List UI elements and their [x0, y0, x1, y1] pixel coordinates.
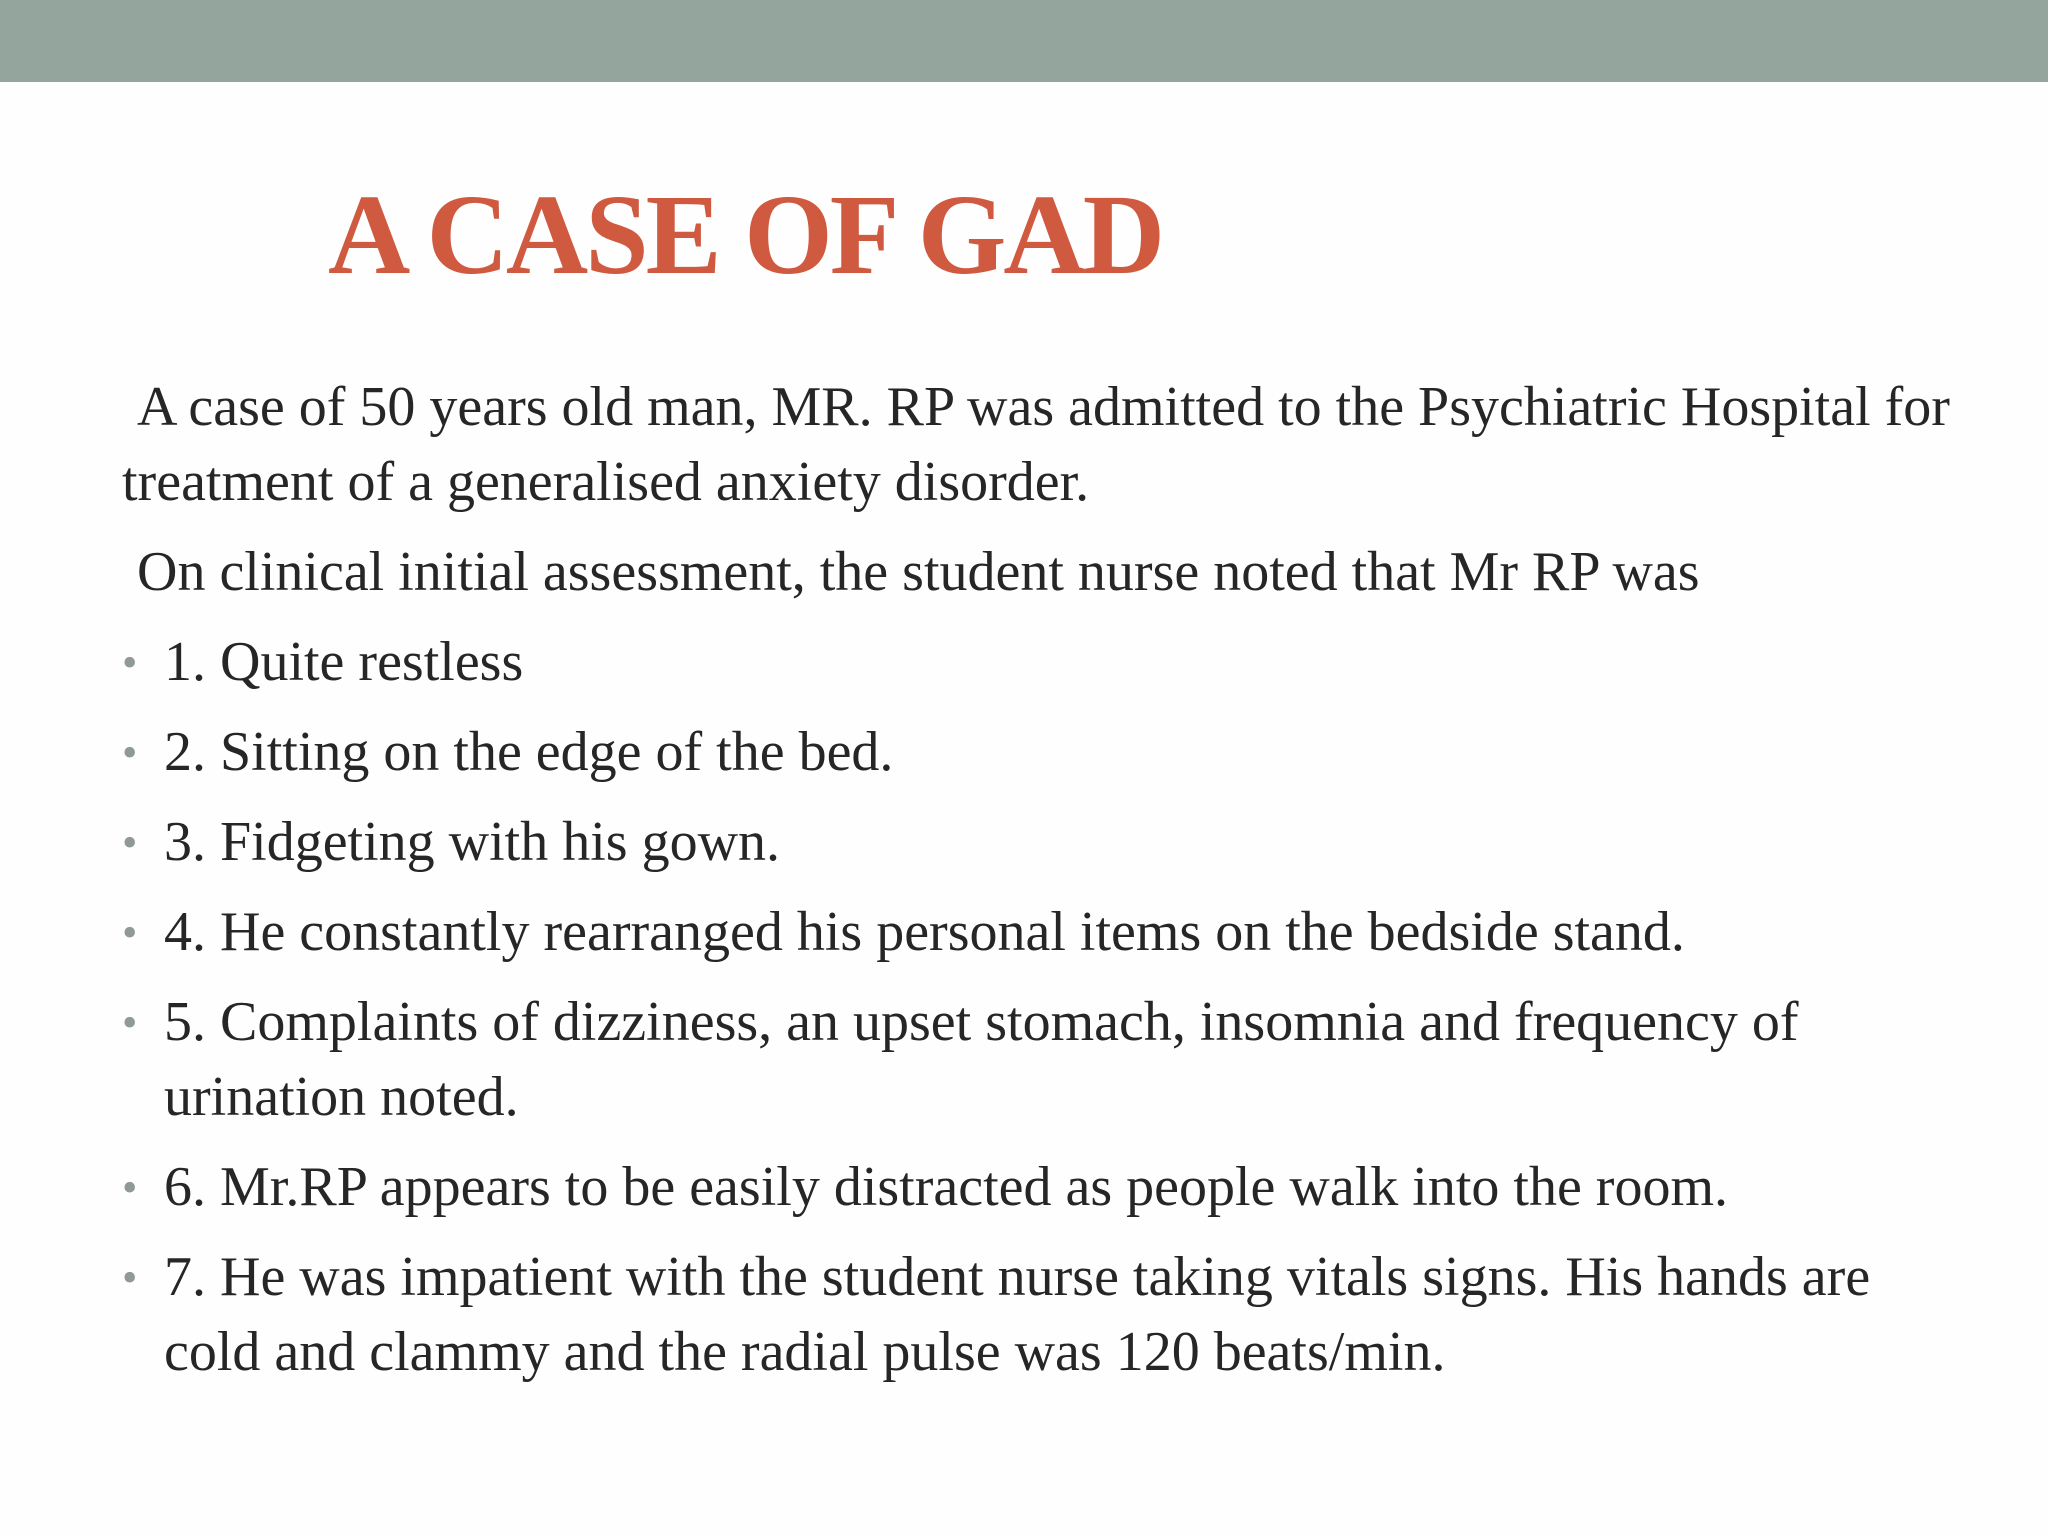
list-item	[122, 625, 1962, 700]
slide-body	[122, 370, 1962, 1405]
list-item-text: 2. Sitting on the edge of the bed.	[164, 721, 894, 783]
observation-list	[122, 625, 1962, 1390]
list-item	[122, 985, 1962, 1135]
list-item	[122, 715, 1962, 790]
list-item-text: 5. Complaints of dizziness, an upset stomach, insomnia and frequency of urination noted.	[164, 991, 1799, 1128]
list-item	[122, 895, 1962, 970]
list-item	[122, 805, 1962, 880]
bullet-icon: •	[122, 728, 138, 777]
top-accent-band	[0, 0, 2048, 82]
bullet-icon: •	[122, 1163, 138, 1212]
assessment-lead: On clinical initial assessment, the student nurse noted that Mr RP was	[137, 541, 1700, 603]
list-item-text: 7. He was impatient with the student nurse taking vitals signs. His hands are cold and clammy and the radial pulse was 120 beats/min.	[164, 1246, 1871, 1383]
bullet-icon: •	[122, 908, 138, 957]
slide-title: A CASE OF GAD	[328, 171, 1163, 298]
list-item	[122, 1240, 1962, 1390]
list-item-text: 4. He constantly rearranged his personal items on the bedside stand.	[164, 901, 1685, 963]
list-item-text: 1. Quite restless	[164, 631, 524, 693]
list-item-text: 6. Mr.RP appears to be easily distracted as people walk into the room.	[164, 1156, 1729, 1218]
list-item-text: 3. Fidgeting with his gown.	[164, 811, 781, 873]
intro-paragraph: A case of 50 years old man, MR. RP was admitted to the Psychiatric Hospital for treatment of a generalised anxiety disorder.	[122, 376, 1950, 513]
bullet-icon: •	[122, 638, 138, 687]
bullet-icon: •	[122, 1253, 138, 1302]
list-item	[122, 1150, 1962, 1225]
bullet-icon: •	[122, 998, 138, 1047]
bullet-icon: •	[122, 818, 138, 867]
